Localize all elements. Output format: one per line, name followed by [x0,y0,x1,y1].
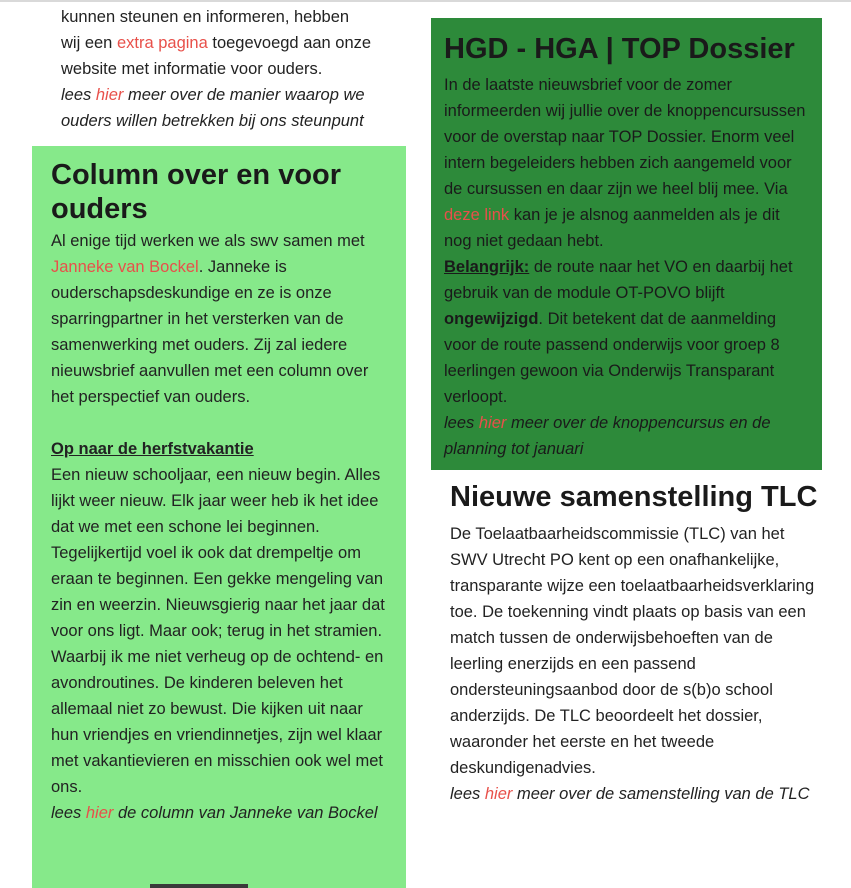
bottom-divider [150,884,248,888]
intro-section [61,4,411,134]
tlc-body: De Toelaatbaarheidscommissie (TLC) van het SWV Utrecht PO kent op een onafhankelijke, transparante wijze een toelaatbaarheidsverklaring toe. De toekenning vindt plaats op basis van een match tussen de onderwijsbehoeften van de leerling enerzijds en een passend ondersteuningsaanbod door de s(b)o school anderzijds. De TLC beoordeelt het dossier, waaronder het eerste en het tweede deskundigenadvies. [450,525,815,777]
column-ouders-card [32,146,406,888]
knoppencursus-hier-link[interactable]: hier [478,414,507,432]
column-ouders-subheading: Op naar de herfstvakantie [51,440,254,458]
read-more-text: meer over de samenstelling van de TLC [512,785,810,803]
intro-line-2-end: toegevoegd aan onze [207,34,372,52]
read-more-text: de column van Janneke van Bockel [113,804,378,822]
important-text-start: de route naar het VO en daarbij het gebruik van de module OT-POVO blijft [444,258,793,302]
hgd-hga-card [431,18,822,470]
tlc-title: Nieuwe samenstelling TLC [450,481,818,513]
hgd-hga-read-more [444,410,810,462]
extra-pagina-link[interactable]: extra pagina [116,34,208,52]
read-more-prefix: lees [450,785,485,803]
hgd-hga-important [444,254,810,410]
column-ouders-intro [51,228,388,410]
intro-text-end: . Janneke is ouderschapsdeskundige en ze is onze sparringpartner in het versterken van de samenwerking met ouders. Zij zal iedere nieuwsbrief aanvullen met een column over het perspectief van ouders. [51,258,369,406]
read-more-prefix: lees [51,804,86,822]
intro-line-3: website met informatie voor ouders. [61,60,323,78]
intro-line-1: kunnen steunen en informeren, hebben [61,8,350,26]
spacer [51,410,388,436]
janneke-van-bockel-link[interactable]: Janneke van Bockel [51,258,199,276]
important-text-end: . Dit betekent dat de aanmelding voor de route passend onderwijs voor groep 8 leerlingen gewoon via Onderwijs Transparant verloopt. [444,310,780,406]
important-label: Belangrijk: [444,258,530,276]
intro-text-start: Al enige tijd werken we als swv samen met [51,232,365,250]
intro-line-2-start: wij een [61,34,117,52]
intro-hier-link[interactable]: hier [95,86,124,104]
page-top-border [0,0,851,2]
read-more-text: meer over de manier waarop we ouders willen betrekken bij ons steunpunt [61,86,365,130]
column-ouders-read-more [51,800,388,826]
important-bold-word: ongewijzigd [444,310,539,328]
intro-read-more [61,82,411,134]
intro-paragraph [61,4,411,82]
read-more-prefix: lees [444,414,479,432]
tlc-read-more [450,781,820,807]
column-hier-link[interactable]: hier [85,804,114,822]
column-ouders-title: Column over en voor ouders [51,159,342,225]
hgd-hga-title: HGD - HGA | TOP Dossier [444,33,795,65]
tlc-hier-link[interactable]: hier [484,785,513,803]
intro-text-start: In de laatste nieuwsbrief voor de zomer informeerden wij jullie over de knoppencursussen voor de overstap naar TOP Dossier. Enorm veel intern begeleiders hebben zich aangemeld voor de cursussen en daar zijn we heel blij mee. Via [444,76,806,198]
hgd-hga-intro [444,72,810,254]
deze-link-link[interactable]: deze link [444,206,510,224]
tlc-section [450,480,820,807]
column-ouders-body: Een nieuw schooljaar, een nieuw begin. Alles lijkt weer nieuw. Elk jaar weer heb ik het idee dat we met een schone lei beginnen. Tegelijkertijd voel ik ook dat drempeltje om eraan te beginnen. Een gekke mengeling van zin en weerzin. Nieuwsgierig naar het jaar dat voor ons ligt. Maar ook; terug in het stramien. Waarbij ik me niet verheug op de ochtend- en avondroutines. De kinderen beleven het allemaal niet zo bewust. Die kijken uit naar hun vriendjes en vriendinnetjes, zijn wel klaar met vakantievieren en misschien ook wel met ons. [51,466,385,796]
read-more-prefix: lees [61,86,96,104]
intro-text-end: kan je je alsnog aanmelden als je dit nog niet gedaan hebt. [444,206,780,250]
read-more-text: meer over de knoppencursus en de planning tot januari [444,414,771,458]
